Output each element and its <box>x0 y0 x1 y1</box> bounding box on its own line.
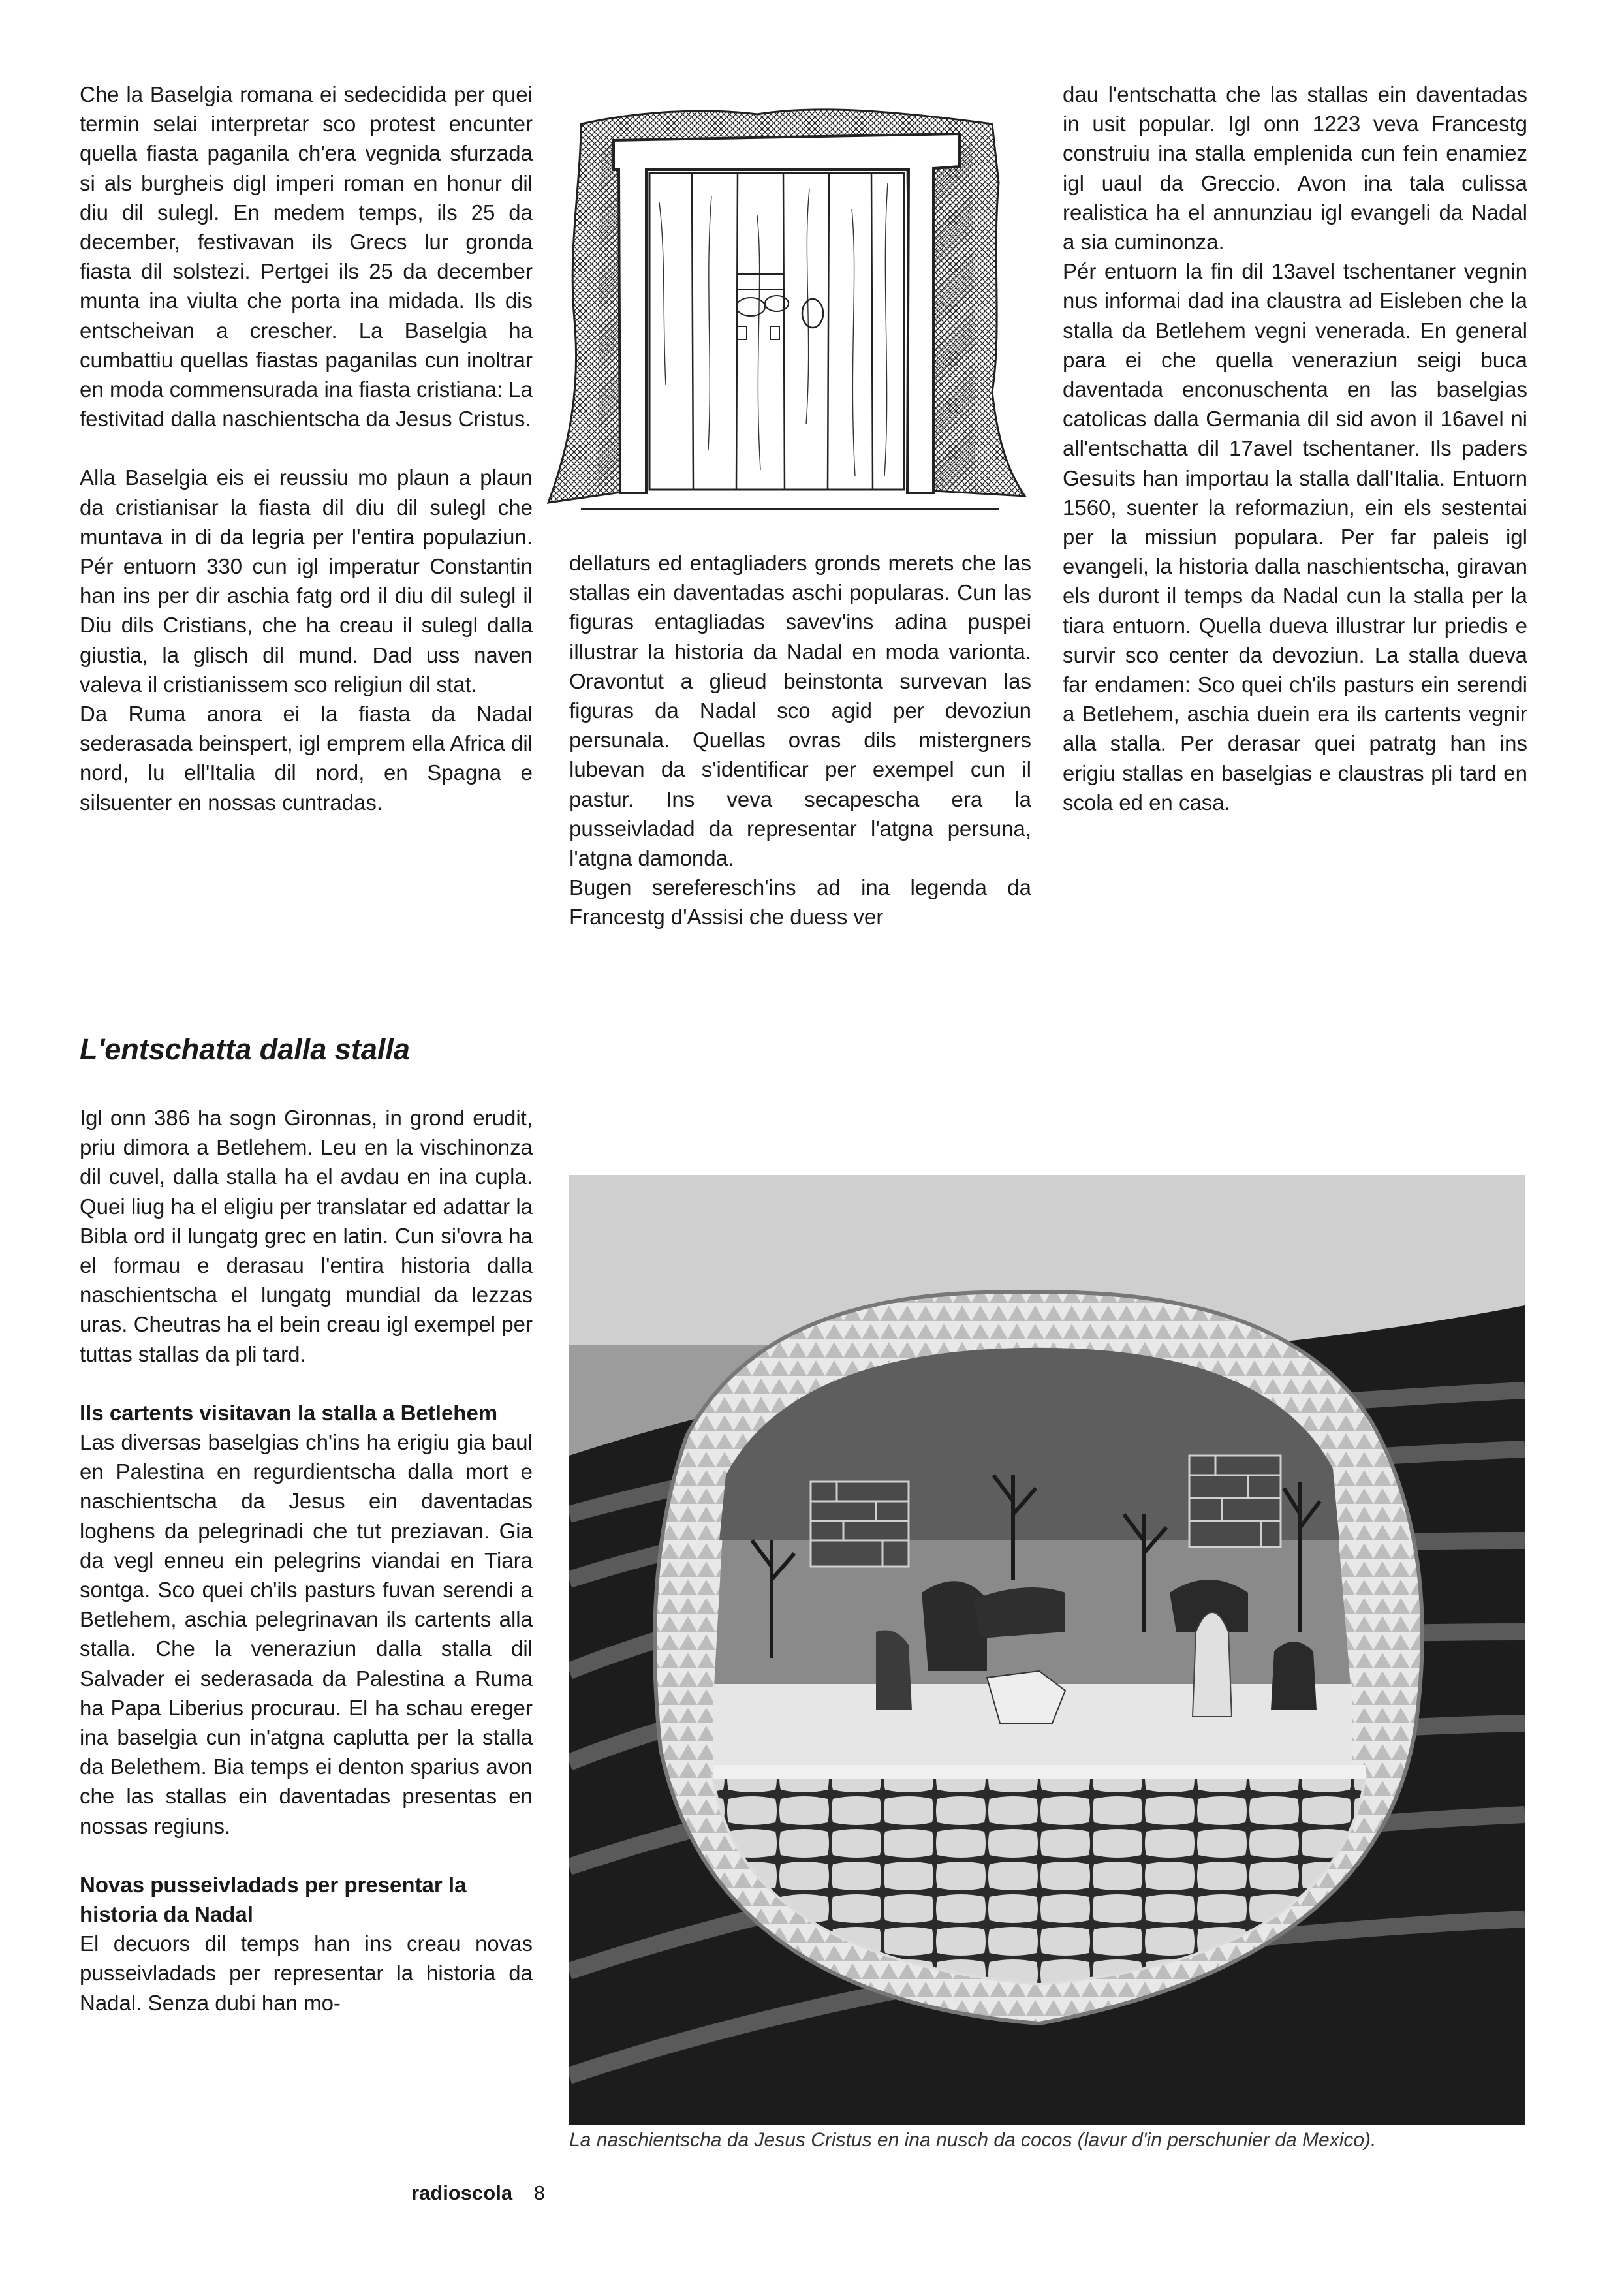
stable-door-illustration <box>542 85 1035 519</box>
paragraph: Pér entuorn la fin dil 13avel tschentaner vegnin nus informai dad ina claustra ad Eisleben che la stalla da Betlehem vegni venerada. En general para ei che quella veneraziun seigi buca daventada enconuschenta en las baselgias catolicas dalla Germania dil sid avon il 16avel ni all'entschatta dil 17avel tschentaner. Ils paders Gesuits han importau la stalla dall'Italia. Entuorn 1560, suenter la reformaziun, ein els sestentai per la missiun populara. Per far paleis igl evangeli, la historia dalla naschientscha, giravan els duront il temps da Nadal cun la stalla per la tiara entuorn. Quella dueva illustrar lur priedis e survir sco center da devoziun. La stalla dueva far endamen: Sco quei ch'ils pasturs ein serendi a Betlehem, aschia duein era ils cartents vegnir alla stalla. Per derasar quei patratg han ins erigiu stallas en baselgias e claustras pli tard en scola ed en casa. <box>1063 259 1527 815</box>
page-number: 8 <box>533 2181 545 2204</box>
text-column-4 <box>80 1103 533 2018</box>
section-title: L'entschatta dalla stalla <box>80 1033 410 1066</box>
photo-caption: La naschientscha da Jesus Cristus en ina nusch da cocos (lavur d'in perschunier da Mexico). <box>569 2129 1377 2151</box>
text-column-1 <box>80 80 533 817</box>
paragraph: Alla Baselgia eis ei reussiu mo plaun a plaun da cristianisar la fiasta dil diu dil sulegl che muntava in di da legria per l'entira populaziun. Pér entuorn 330 cun igl imperatur Constantin han ins per dir aschia fatg ord il diu dil sulegl il Diu dils Cristians, che ha creau il sulegl dalla giustia, la glisch dil mund. Dad uss naven valeva il cristianissem sco religiun dil stat. <box>80 465 533 696</box>
paragraph: Da Ruma anora ei la fiasta da Nadal sederasada beinspert, igl emprem ella Africa dil nord, lu ell'Italia dil nord, en Spagna e silsuenter en nossas cuntradas. <box>80 702 533 815</box>
subheading: Novas pusseivladads per presentar la historia da Nadal <box>80 1872 467 1927</box>
page-footer <box>411 2181 545 2205</box>
paragraph: dellaturs ed entagliaders gronds merets che las stallas ein daventadas aschi popularas. Cun las figuras entagliadas savev'ins adina puspei illustrar la historia da Nadal en moda varionta. Oravontut a glieud beinstonta survevan las figuras da Nadal sco agid per devoziun persunala. Quellas ovras dils mistergners lubevan da s'identificar per exempel cun il pastur. Ins veva secapescha era la pusseivladad da representar l'atgna persuna, l'atgna damonda. <box>569 551 1031 871</box>
paragraph: dau l'entschatta che las stallas ein daventadas in usit popular. Igl onn 1223 veva Francestg construiu ina stalla emplenida cun fein enamiez igl uaul da Greccio. Avon ina tala culissa realistica ha el annunziau igl evangeli da Nadal a sia cuminonza. <box>1063 82 1527 255</box>
subheading: Ils cartents visitavan la stalla a Betlehem <box>80 1400 498 1425</box>
nativity-coconut-photo <box>569 1175 1525 2125</box>
paragraph: Igl onn 386 ha sogn Gironnas, in grond erudit, priu dimora a Betlehem. Leu en la vischinonza dil cuvel, dalla stalla ha el avdau en ina cupla. Quei liug ha el eligiu per translatar ed adattar la Bibla ord il lungatg grec en latin. Cun si'ovra ha el formau e derasau l'entira historia dalla naschientscha el lungatg mundial da lezzas uras. Cheutras ha el bein creau igl exempel per tuttas stallas da pli tard. <box>80 1106 533 1366</box>
text-column-3 <box>1063 80 1527 817</box>
paragraph: Che la Baselgia romana ei sedecidida per quei termin selai interpretar sco protest encunter quella fiasta paganila ch'era vegnida sfurzada si als burgheis digl imperi roman en honur dil diu dil sulegl. En medem temps, ils 25 da december, festivavan ils Grecs lur gronda fiasta dil solstezi. Pertgei ils 25 da december munta ina viulta che porta ina midada. Ils dis entscheivan a crescher. La Baselgia ha cumbattiu quellas fiastas paganilas cun inoltrar en moda commensurada ina fiasta cristiana: La festivitad dalla naschientscha da Jesus Cristus. <box>80 82 533 431</box>
text-column-2 <box>569 548 1031 932</box>
paragraph: Bugen sereferesch'ins ad ina legenda da Francestg d'Assisi che duess ver <box>569 875 1031 929</box>
publication-name: radioscola <box>411 2181 513 2204</box>
paragraph: Las diversas baselgias ch'ins ha erigiu gia baul en Palestina en regurdientscha dalla mort e naschientscha da Jesus ein daventadas loghens da pelegrinadi che tut preziavan. Gia da vegl enneu ein pelegrins viandai en Tiara sontga. Sco quei ch'ils pasturs fuvan serendi a Betlehem, aschia pelegrinavan ils cartents alla stalla. Che la veneraziun dalla stalla dil Salvader ei sederasada da Palestina a Ruma ha Papa Liberius procurau. El ha schau ereger ina baselgia cun in'atgna caplutta per la stalla da Belethem. Bia temps ei denton sparius avon che las stallas ein daventadas presentas en nossas regiuns. <box>80 1430 533 1838</box>
paragraph: El decuors dil temps han ins creau novas pusseivladads per representar la historia da Nadal. Senza dubi han mo- <box>80 1931 533 2015</box>
